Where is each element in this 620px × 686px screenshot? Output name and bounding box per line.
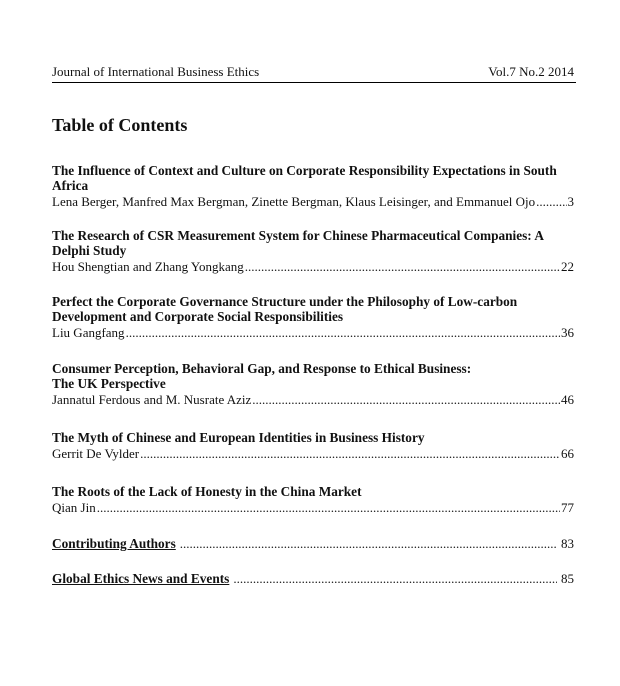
article-title bbox=[52, 430, 574, 445]
toc-section-global-ethics-news[interactable] bbox=[52, 571, 574, 587]
global-ethics-news-link[interactable]: Global Ethics News and Events bbox=[52, 571, 230, 586]
article-title bbox=[52, 294, 574, 324]
contributing-authors-link[interactable]: Contributing Authors bbox=[52, 536, 176, 551]
toc-section-contributing-authors[interactable] bbox=[52, 536, 574, 552]
author-line bbox=[52, 446, 574, 462]
page-number: 46 bbox=[561, 392, 574, 407]
page-number: 36 bbox=[561, 325, 574, 340]
section-line bbox=[52, 536, 574, 552]
toc-entry[interactable] bbox=[52, 228, 574, 275]
article-title-line: Development and Corporate Social Responsibilities bbox=[52, 309, 344, 324]
page-number: 83 bbox=[561, 536, 574, 551]
page-title: Table of Contents bbox=[52, 115, 188, 135]
author-line bbox=[52, 259, 574, 275]
dot-leader bbox=[252, 392, 560, 408]
author-line bbox=[52, 194, 574, 210]
article-title-line: Africa bbox=[52, 178, 89, 193]
article-title-line: Perfect the Corporate Governance Structure under the Philosophy of Low-carbon bbox=[52, 294, 518, 309]
article-authors: Lena Berger, Manfred Max Bergman, Zinette Bergman, Klaus Leisinger, and Emmanuel Ojo bbox=[52, 194, 536, 209]
page-number: 22 bbox=[561, 259, 574, 274]
article-title bbox=[52, 361, 574, 391]
article-authors: Qian Jin bbox=[52, 500, 96, 515]
article-title-line: The Research of CSR Measurement System for Chinese Pharmaceutical Companies: A bbox=[52, 228, 544, 243]
article-title-line: The Roots of the Lack of Honesty in the China Market bbox=[52, 484, 362, 499]
toc-entry[interactable] bbox=[52, 430, 574, 462]
article-authors: Jannatul Ferdous and M. Nusrate Aziz bbox=[52, 392, 252, 407]
volume-issue: Vol.7 No.2 2014 bbox=[488, 64, 574, 79]
section-line bbox=[52, 571, 574, 587]
page-number: 85 bbox=[561, 571, 574, 586]
dot-leader bbox=[97, 500, 560, 516]
toc-entry[interactable] bbox=[52, 294, 574, 341]
article-title bbox=[52, 484, 574, 499]
dot-leader bbox=[245, 259, 560, 275]
page-number: 3 bbox=[567, 194, 574, 209]
article-authors: Hou Shengtian and Zhang Yongkang bbox=[52, 259, 244, 274]
journal-name: Journal of International Business Ethics bbox=[52, 64, 260, 79]
toc-entry[interactable] bbox=[52, 163, 574, 210]
article-title-line: Consumer Perception, Behavioral Gap, and Response to Ethical Business: bbox=[52, 361, 472, 376]
dot-leader bbox=[536, 194, 566, 210]
author-line bbox=[52, 392, 574, 408]
article-authors: Liu Gangfang bbox=[52, 325, 125, 340]
article-authors: Gerrit De Vylder bbox=[52, 446, 140, 461]
page-number: 77 bbox=[561, 500, 574, 515]
article-title-line: Delphi Study bbox=[52, 243, 127, 258]
article-title-line: The Myth of Chinese and European Identities in Business History bbox=[52, 430, 425, 445]
dot-leader bbox=[233, 571, 557, 587]
dot-leader bbox=[180, 536, 557, 552]
article-title-line: The Influence of Context and Culture on Corporate Responsibility Expectations in South bbox=[52, 163, 557, 178]
article-title bbox=[52, 163, 574, 193]
toc-entry[interactable] bbox=[52, 361, 574, 408]
dot-leader bbox=[140, 446, 560, 462]
article-title bbox=[52, 228, 574, 258]
running-header bbox=[52, 64, 576, 82]
dot-leader bbox=[126, 325, 560, 341]
author-line bbox=[52, 500, 574, 516]
header-divider bbox=[52, 82, 576, 83]
article-title-line: The UK Perspective bbox=[52, 376, 166, 391]
author-line bbox=[52, 325, 574, 341]
page-number: 66 bbox=[561, 446, 574, 461]
toc-entry[interactable] bbox=[52, 484, 574, 516]
